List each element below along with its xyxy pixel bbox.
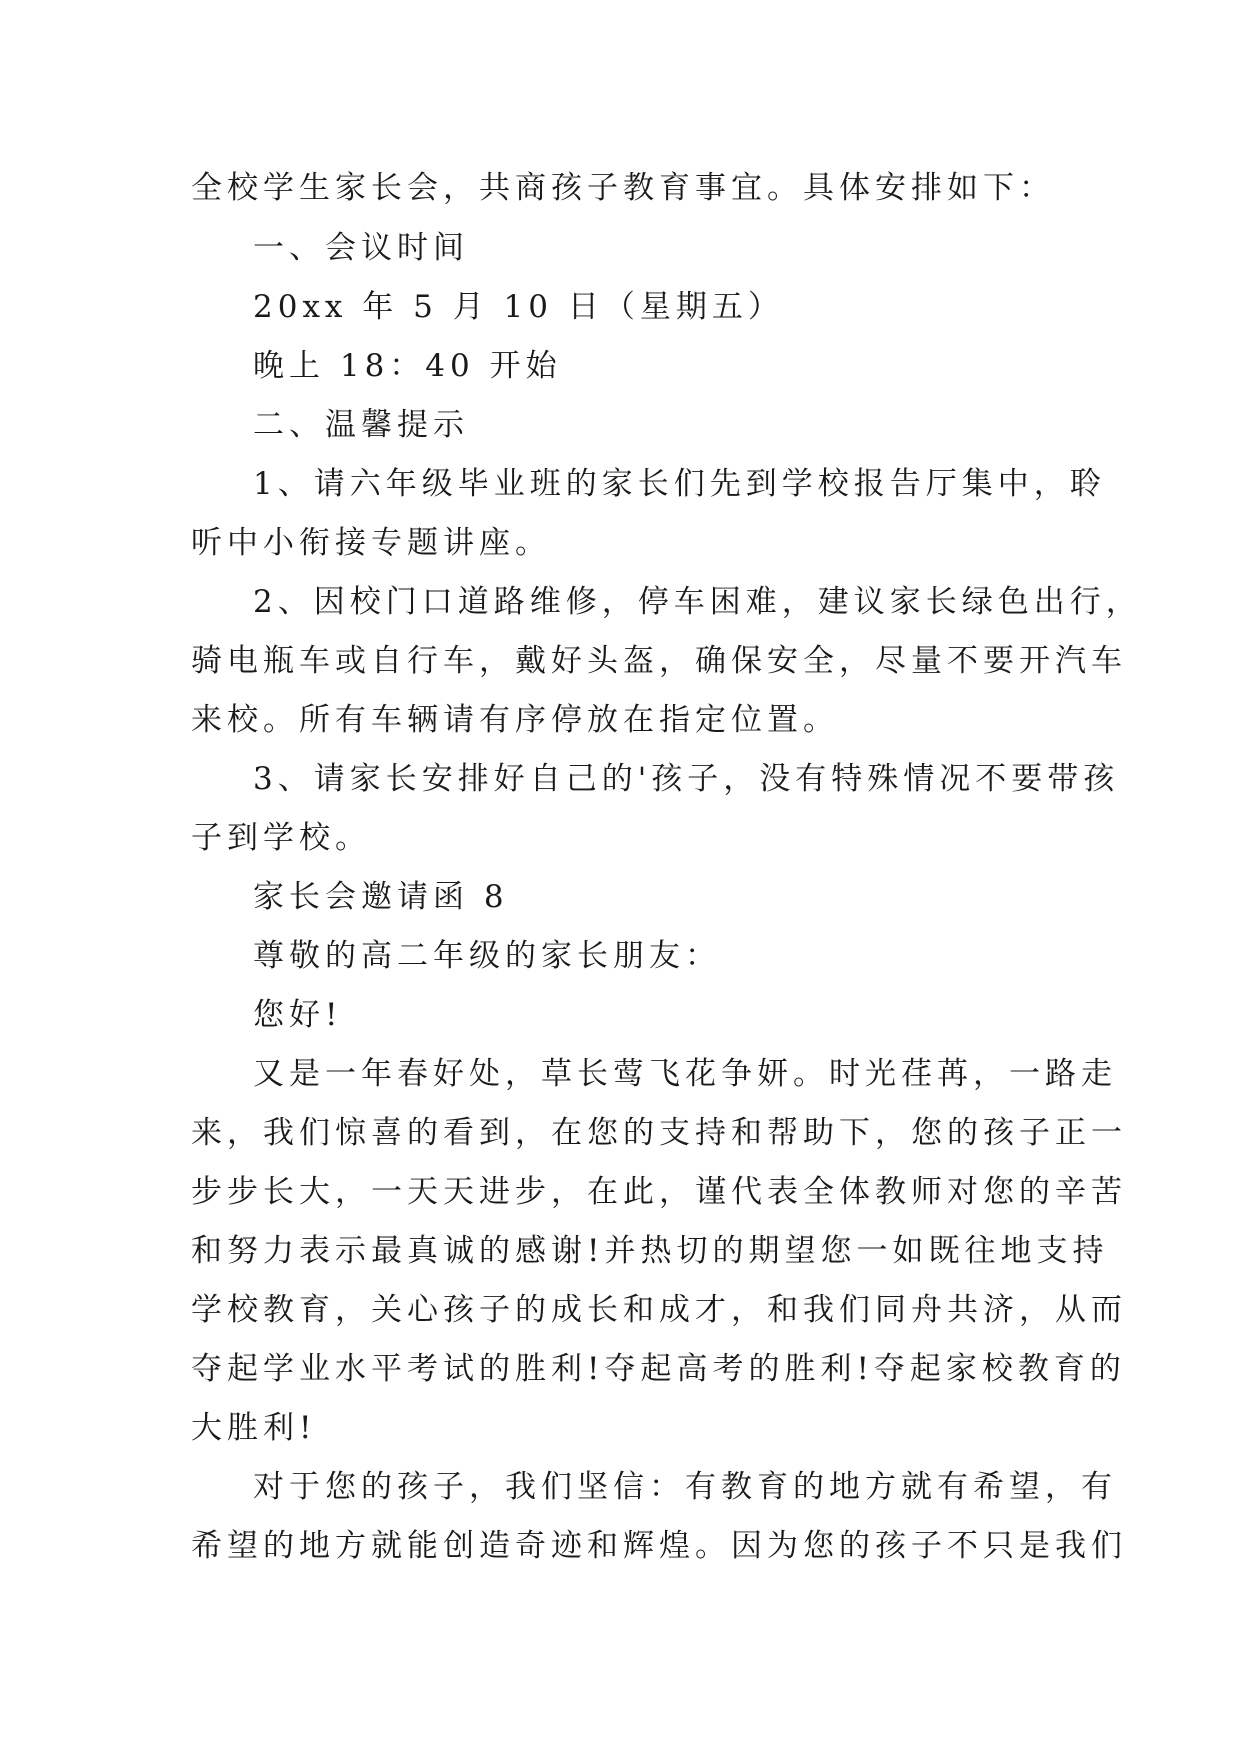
section-heading-meeting-time: 一、会议时间 [253, 230, 469, 266]
reminder-1-line: 听中小衔接专题讲座。 [191, 525, 551, 561]
body-paragraph-line: 对于您的孩子，我们坚信：有教育的地方就有希望，有 [253, 1469, 1117, 1505]
salutation: 尊敬的高二年级的家长朋友： [253, 938, 721, 974]
reminder-2-line: 2、因校门口道路维修，停车困难，建议家长绿色出行， [253, 584, 1142, 620]
body-paragraph-line: 希望的地方就能创造奇迹和辉煌。因为您的孩子不只是我们 [191, 1528, 1127, 1564]
meeting-start-time: 晚上 18：40 开始 [253, 348, 562, 384]
body-paragraph-line: 学校教育，关心孩子的成长和成才，和我们同舟共济，从而 [191, 1292, 1127, 1328]
paragraph-line: 全校学生家长会，共商孩子教育事宜。具体安排如下： [191, 170, 1055, 206]
body-paragraph-line: 大胜利! [191, 1410, 317, 1446]
body-paragraph-line: 步步长大，一天天进步，在此，谨代表全体教师对您的辛苦 [191, 1174, 1127, 1210]
body-paragraph-line: 来，我们惊喜的看到，在您的支持和帮助下，您的孩子正一 [191, 1115, 1127, 1151]
meeting-date: 20xx 年 5 月 10 日（星期五） [253, 289, 784, 325]
body-paragraph-line: 夺起学业水平考试的胜利!夺起高考的胜利!夺起家校教育的 [191, 1351, 1126, 1387]
body-paragraph-line: 和努力表示最真诚的感谢!并热切的期望您一如既往地支持 [191, 1233, 1109, 1269]
reminder-1-line: 1、请六年级毕业班的家长们先到学校报告厅集中，聆 [253, 466, 1106, 502]
reminder-2-line: 来校。所有车辆请有序停放在指定位置。 [191, 702, 839, 738]
reminder-3-line: 子到学校。 [191, 820, 371, 856]
section-heading-reminders: 二、温馨提示 [253, 407, 469, 443]
reminder-2-line: 骑电瓶车或自行车，戴好头盔，确保安全，尽量不要开汽车 [191, 643, 1127, 679]
invitation-title: 家长会邀请函 8 [253, 879, 509, 915]
body-paragraph-line: 又是一年春好处，草长莺飞花争妍。时光荏苒，一路走 [253, 1056, 1117, 1092]
reminder-3-line: 3、请家长安排好自己的'孩子，没有特殊情况不要带孩 [253, 761, 1120, 797]
greeting: 您好! [253, 997, 343, 1033]
